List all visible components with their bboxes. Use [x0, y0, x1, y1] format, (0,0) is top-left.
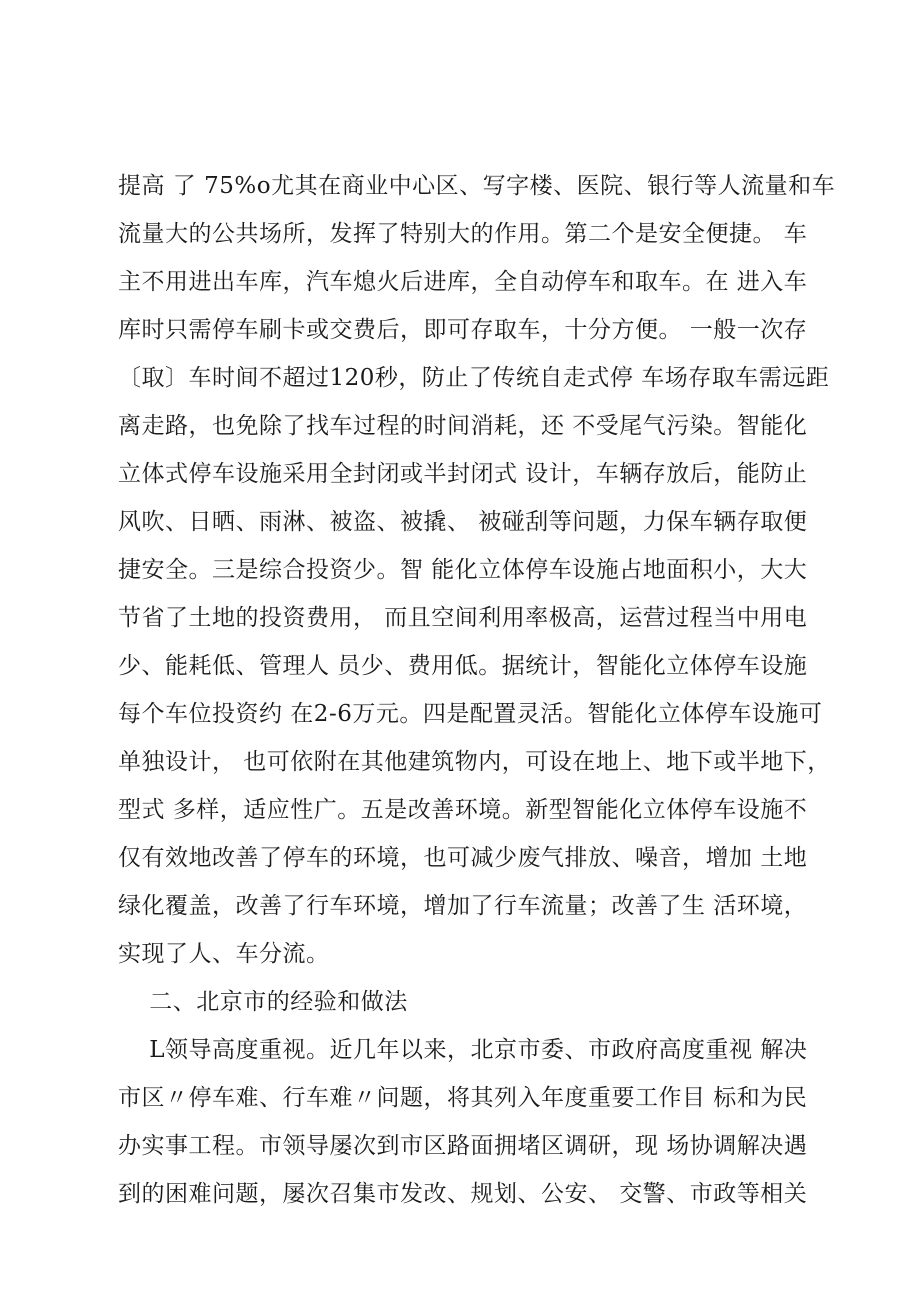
- text-line: 节省了土地的投资费用， 而且空间利用率极高，运营过程当中用电: [118, 605, 808, 631]
- text-line: 仅有效地改善了停车的环境，也可减少废气排放、噪音，增加 土地: [118, 845, 808, 871]
- text-line: 离走路，也免除了找车过程的时间消耗，还 不受尾气污染。智能化: [118, 413, 808, 439]
- text-line: 市区〃停车难、行车难〃问题，将其列入年度重要工作目 标和为民: [118, 1085, 808, 1111]
- text-line: 型式 多样，适应性广。五是改善环境。新型智能化立体停车设施不: [118, 797, 808, 823]
- text-line: 立体式停车设施采用全封闭或半封闭式 设计，车辆存放后，能防止: [118, 461, 808, 487]
- text-line: 提高 了 75%o尤其在商业中心区、写字楼、医院、银行等人流量和车: [118, 173, 836, 199]
- text-line: 流量大的公共场所，发挥了特别大的作用。第二个是安全便捷。 车: [118, 221, 808, 247]
- text-line: 单独设计， 也可依附在其他建筑物内，可设在地上、地下或半地下，: [118, 749, 831, 775]
- text-line: 库时只需停车刷卡或交费后，即可存取车，十分方便。 一般一次存: [118, 317, 808, 343]
- text-line: 到的困难问题，屡次召集市发改、规划、公安、 交警、市政等相关: [118, 1181, 808, 1207]
- text-line: 捷安全。三是综合投资少。智 能化立体停车设施占地面积小，大大: [118, 557, 808, 583]
- text-line: 绿化覆盖，改善了行车环境，增加了行车流量；改善了生 活环境，: [118, 893, 808, 919]
- text-line: 主不用进出车库，汽车熄火后进库，全自动停车和取车。在 进入车: [118, 269, 808, 295]
- body-text: [118, 162, 836, 1218]
- text-line: 每个车位投资约 在2-6万元。四是配置灵活。智能化立体停车设施可: [118, 701, 823, 727]
- text-line: 风吹、日晒、雨淋、被盗、被撬、 被碰刮等问题，力保车辆存取便: [118, 509, 808, 535]
- text-line: 〔取〕车时间不超过120秒，防止了传统自走式停 车场存取车需远距: [118, 365, 830, 391]
- text-line: 办实事工程。市领导屡次到市区路面拥堵区调研，现 场协调解决遇: [118, 1133, 808, 1159]
- text-line: 实现了人、车分流。: [118, 941, 330, 967]
- section-heading: 二、北京市的经验和做法: [118, 989, 408, 1015]
- text-line: 少、能耗低、管理人 员少、费用低。据统计，智能化立体停车设施: [118, 653, 808, 679]
- text-line: L领导高度重视。近几年以来，北京市委、市政府高度重视 解决: [118, 1037, 808, 1063]
